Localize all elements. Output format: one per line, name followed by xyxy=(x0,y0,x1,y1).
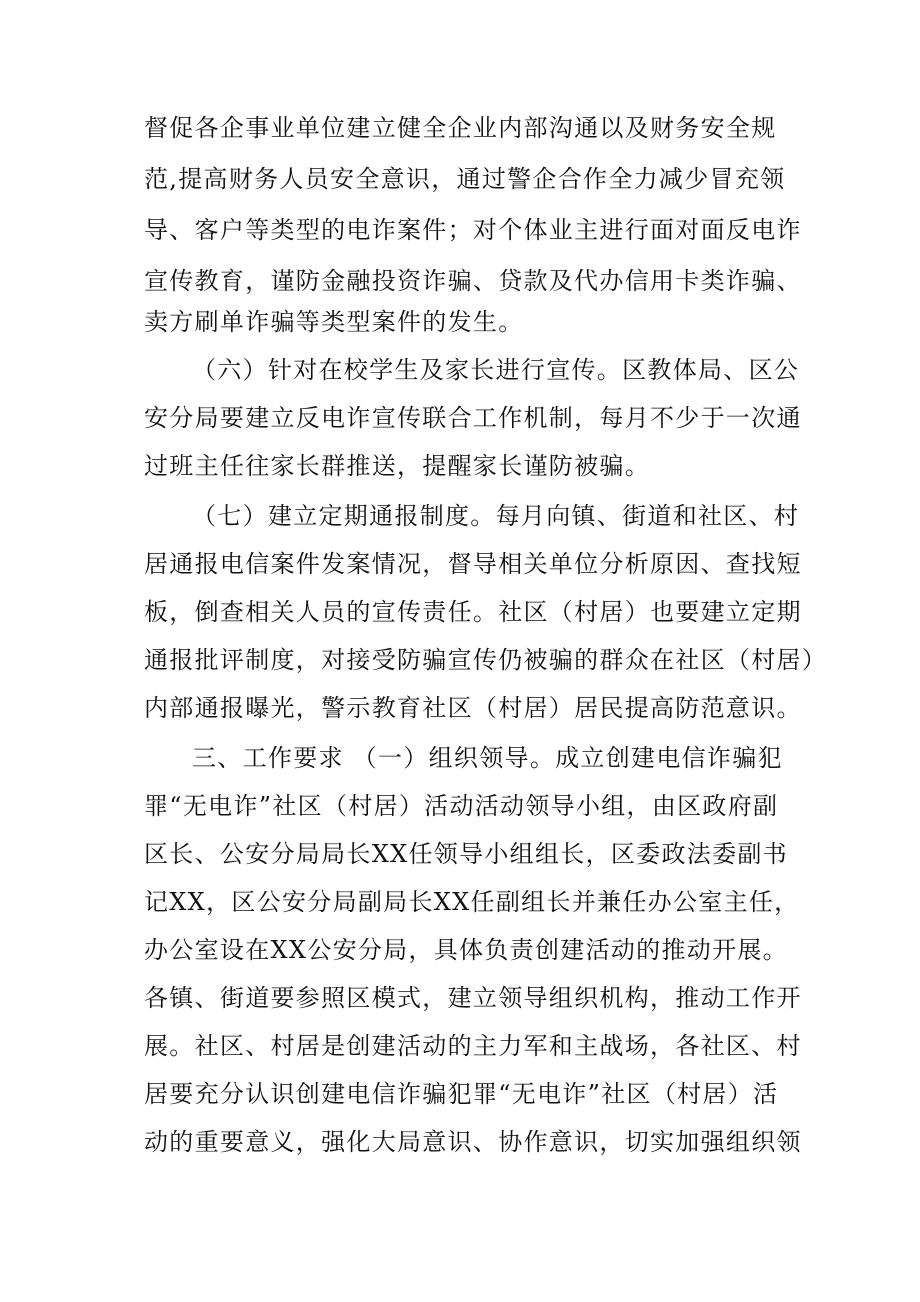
text-line: （七）建立定期通报制度。每月向镇、街道和社区、村 xyxy=(192,502,800,530)
text-line: 三、工作要求 （一）组织领导。成立创建电信诈骗犯 xyxy=(192,744,783,772)
text-line: 导、客户等类型的电诈案件；对个体业主进行面对面反电诈 xyxy=(144,216,802,244)
text-line: 过班主任往家长群推送，提醒家长谨防被骗。 xyxy=(144,452,650,480)
text-line: 板，倒查相关人员的宣传责任。社区（村居）也要建立定期 xyxy=(144,598,802,626)
text-line: 通报批评制度，对接受防骗宣传仍被骗的群众在社区（村居） xyxy=(144,646,828,674)
text-line: 办公室设在XX公安分局，具体负责创建活动的推动开展。 xyxy=(144,936,788,964)
text-line: 记XX，区公安分局副局长XX任副组长并兼任办公室主任， xyxy=(144,888,800,916)
text-line: 区长、公安分局局长XX任领导小组组长，区委政法委副书 xyxy=(144,840,788,868)
text-line: 各镇、街道要参照区模式，建立领导组织机构，推动工作开 xyxy=(144,984,802,1012)
text-line: 宣传教育，谨防金融投资诈骗、贷款及代办信用卡类诈骗、 xyxy=(144,267,802,295)
text-line: （六）针对在校学生及家长进行宣传。区教体局、区公 xyxy=(192,356,800,384)
text-line: 范,提高财务人员安全意识，通过警企合作全力减少冒充领 xyxy=(144,165,786,193)
text-line: 居通报电信案件发案情况，督导相关单位分析原因、查找短 xyxy=(144,550,802,578)
text-line: 罪“无电诈”社区（村居）活动活动领导小组，由区政府副 xyxy=(144,792,779,820)
text-line: 卖方刷单诈骗等类型案件的发生。 xyxy=(144,308,524,336)
text-line: 安分局要建立反电诈宣传联合工作机制，每月不少于一次通 xyxy=(144,404,802,432)
text-line: 动的重要意义，强化大局意识、协作意识，切实加强组织领 xyxy=(144,1128,802,1156)
text-line: 居要充分认识创建电信诈骗犯罪“无电诈”社区（村居）活 xyxy=(144,1080,779,1108)
text-line: 展。社区、村居是创建活动的主力军和主战场，各社区、村 xyxy=(144,1032,802,1060)
text-line: 内部通报曝光，警示教育社区（村居）居民提高防范意识。 xyxy=(144,694,802,722)
text-line: 督促各企事业单位建立健全企业内部沟通以及财务安全规 xyxy=(144,114,777,142)
